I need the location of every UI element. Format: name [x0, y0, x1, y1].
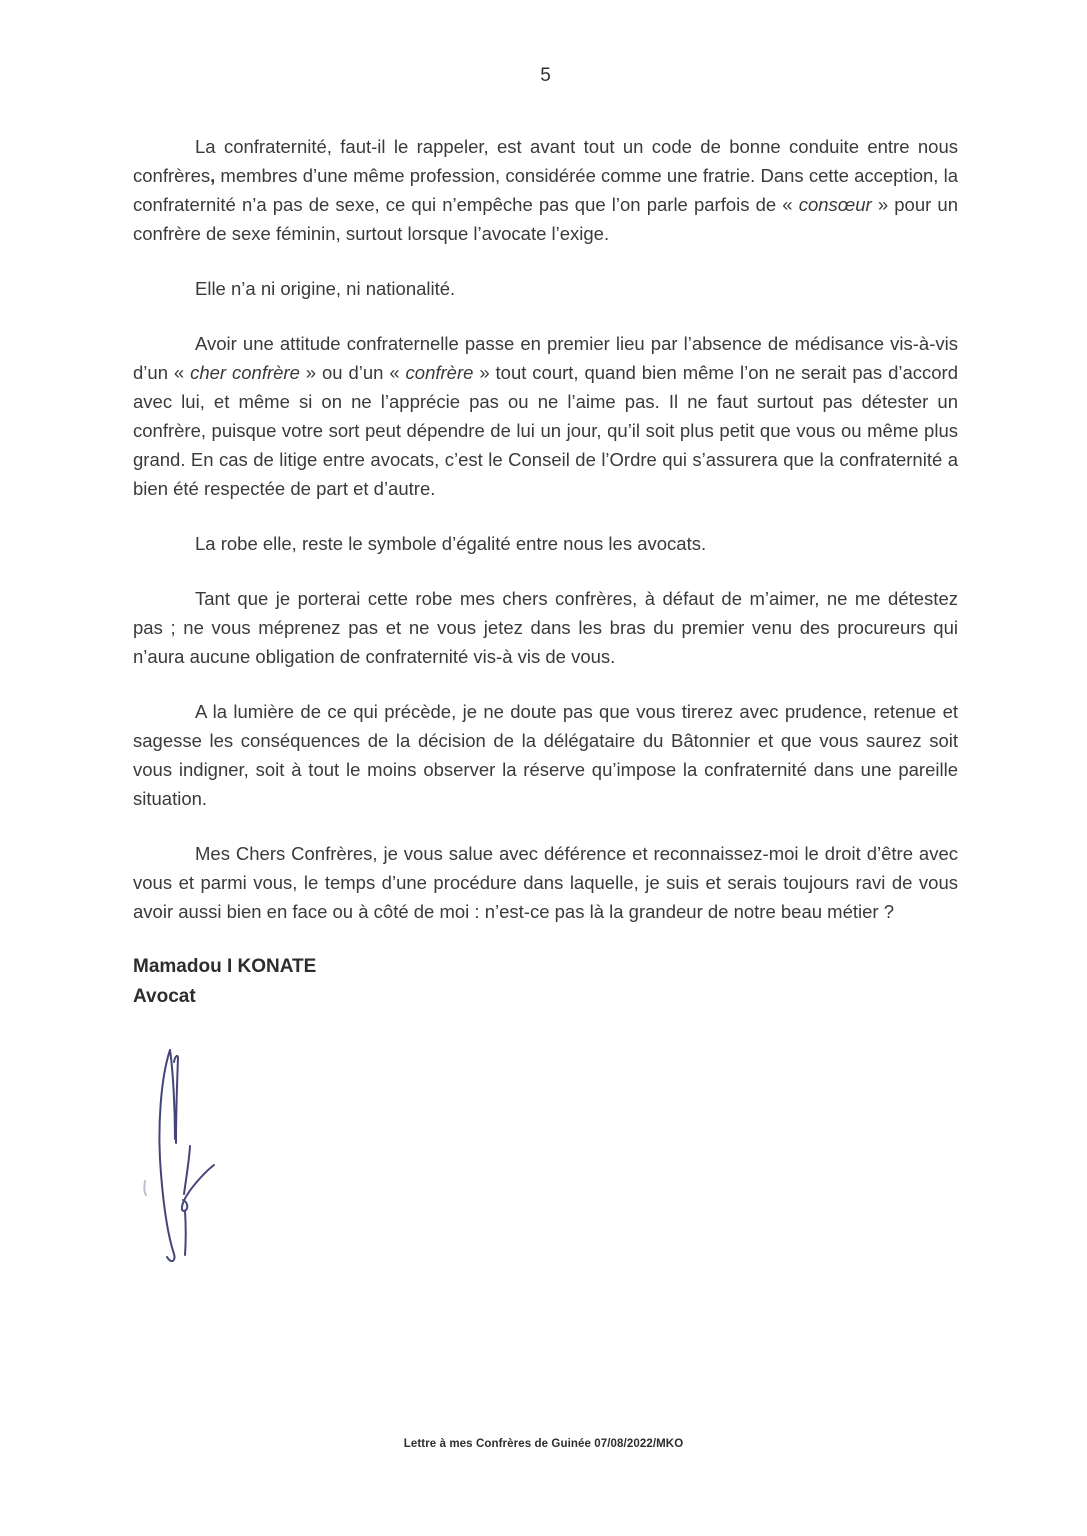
signatory-name: Mamadou I KONATE: [133, 956, 317, 977]
paragraph-tant-que-je-porterai: Tant que je porterai cette robe mes chers confrères, à défaut de m’aimer, ne me détestez pas ; ne vous méprenez pas et ne vous jetez dans les bras du premier venu des procureurs qui n’aura aucune obligation de confraternité vis-à vis de vous.: [133, 588, 958, 667]
page-number: 5: [540, 65, 551, 86]
paragraph-attitude-confraternelle: Avoir une attitude confraternelle passe en premier lieu par l’absence de médisance vis-à-vis d’un « cher confrère » ou d’un « confrère » tout court, quand bien même l’on ne serait pas d’accord avec lui, et même si on ne l’apprécie pas ou ne l’aime pas. Il ne faut surtout pas détester un confrère, puisque votre sort peut dépendre de lui un jour, qu’il soit plus petit que vous ou même plus grand. En cas de litige entre avocats, c’est le Conseil de l’Ordre qui s’assurera que la confraternité a bien été respectée de part et d’autre.: [133, 333, 958, 499]
paragraph-origine-nationalite: Elle n’a ni origine, ni nationalité.: [195, 278, 456, 299]
footer-reference: Lettre à mes Confrères de Guinée 07/08/2022/MKO: [403, 1438, 684, 1450]
signature-image: [133, 1034, 263, 1274]
paragraph-confraternite-definition: La confraternité, faut-il le rappeler, est avant tout un code de bonne conduite entre nous confrères, membres d’une même profession, considérée comme une fratrie. Dans cette acception, la confraternité n’a pas de sexe, ce qui n’empêche pas que l’on parle parfois de « consœur » pour un confrère de sexe féminin, surtout lorsque l’avocate l’exige.: [133, 136, 958, 244]
paragraph-robe-egalite: La robe elle, reste le symbole d’égalité entre nous les avocats.: [195, 533, 707, 554]
signatory-title: Avocat: [133, 986, 196, 1007]
handwritten-signature: [133, 1034, 263, 1274]
letter-content: [133, 62, 958, 1274]
paragraph-salutation: Mes Chers Confrères, je vous salue avec déférence et reconnaissez-moi le droit d’être avec vous et parmi vous, le temps d’une procédure dans laquelle, je suis et serais toujours ravi de vous avoir aussi bien en face ou à côté de moi : n’est-ce pas là la grandeur de notre beau métier ?: [133, 843, 958, 922]
signature-block: [133, 952, 958, 1274]
paragraph-lumiere-conclusion: A la lumière de ce qui précède, je ne doute pas que vous tirerez avec prudence, retenue et sagesse les conséquences de la décision de la délégataire du Bâtonnier et que vous saurez soit vous indigner, soit à tout le moins observer la réserve qu’impose la confraternité dans une pareille situation.: [133, 701, 958, 809]
letter-body: [133, 132, 958, 926]
